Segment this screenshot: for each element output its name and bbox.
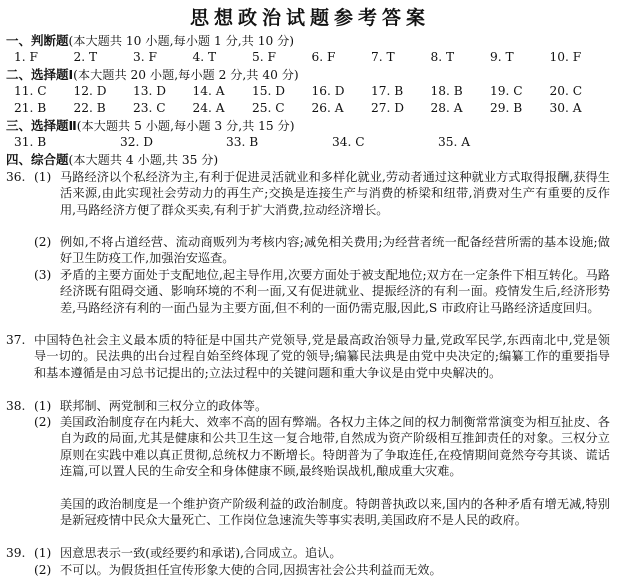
answer-item: 1. F <box>14 50 38 64</box>
q38-part2-text-b: 美国的政治制度是一个维护资产阶级利益的政治制度。特朗普执政以来,国内的各种矛盾有增无减,特别是新冠疫情中民众大量死亡、工作岗位急速流失等事实表明,美国政府不是人民的政府。 <box>60 497 610 528</box>
section2-heading: 二、选择题Ⅰ <box>6 67 74 82</box>
section3-heading: 三、选择题Ⅱ <box>6 118 77 133</box>
answer-item: 22. B <box>73 101 106 115</box>
answer-item: 35. A <box>438 135 471 149</box>
answer-item: 27. D <box>371 101 405 115</box>
answer-item: 24. A <box>192 101 225 115</box>
answer-item: 25. C <box>252 101 285 115</box>
answer-item: 6. F <box>311 50 336 64</box>
q36-part1-label: (1) <box>34 170 52 184</box>
answer-item: 12. D <box>73 84 107 98</box>
q38-number: 38. <box>6 399 26 413</box>
answer-item: 14. A <box>192 84 225 98</box>
answer-item: 18. B <box>430 84 463 98</box>
q36-part2-text: 例如,不将占道经营、流动商贩列为考核内容;减免相关费用;为经营者统一配备经营所需的基本设施;做好卫生防疫工作,加强治安巡查。 <box>60 235 610 266</box>
answer-item: 2. T <box>73 50 98 64</box>
section2-header <box>6 67 299 83</box>
answer-item: 20. C <box>549 84 583 98</box>
q39-part1-label: (1) <box>34 546 52 560</box>
q38-part2-label: (2) <box>34 415 52 429</box>
answer-item: 16. D <box>311 84 345 98</box>
q39-part2-text: 不可以。为假货担任宣传形象大使的合同,因损害社会公共利益而无效。 <box>60 563 442 577</box>
q38-part1-text: 联邦制、两党制和三权分立的政体等。 <box>60 399 268 413</box>
answer-item: 23. C <box>133 101 166 115</box>
answer-item: 31. B <box>14 135 47 149</box>
section4-header <box>6 152 218 168</box>
q36-part3-label: (3) <box>34 268 52 282</box>
q36-part3-text: 矛盾的主要方面处于支配地位,起主导作用,次要方面处于被支配地位;双方在一定条件下相互转化。马路经济既有阻碍交通、影响环境的不利一面,又有促进就业、提振经济的有利一面。疫情发生后,经济形势差,马路经济有利的一面凸显为主要方面,但不利的一面仍需克服,因此,S 市政府让马路经济适度回归。 <box>60 268 610 315</box>
answer-item: 28. A <box>430 101 463 115</box>
answer-item: 5. F <box>252 50 276 64</box>
answer-item: 7. T <box>371 50 395 64</box>
q36-part2-label: (2) <box>34 235 52 249</box>
answer-item: 8. T <box>430 50 455 64</box>
answer-item: 29. B <box>490 101 523 115</box>
answer-item: 32. D <box>120 135 154 149</box>
q37-number: 37. <box>6 333 26 347</box>
q36-part1-text: 马路经济以个私经济为主,有利于促进灵活就业和多样化就业,劳动者通过这种就业方式取得报酬,获得生活来源,由此实现社会劳动力的再生产;交换是连接生产与消费的桥梁和纽带,消费对生产有重要的反作用,马路经济方便了群众买卖,有利于扩大消费,拉动经济增长。 <box>60 170 610 217</box>
answer-item: 13. D <box>133 84 167 98</box>
q38-part1-label: (1) <box>34 399 52 413</box>
answer-item: 17. B <box>371 84 404 98</box>
answer-item: 9. T <box>490 50 514 64</box>
section3-header <box>6 118 295 134</box>
answer-item: 19. C <box>490 84 523 98</box>
section1-header <box>6 33 294 49</box>
q36-number: 36. <box>6 170 26 184</box>
page-title: 思想政治试题参考答案 <box>189 7 430 29</box>
section3-note: (本大题共 5 小题,每小题 3 分,共 15 分) <box>76 119 295 133</box>
q39-part1-text: 因意思表示一致(或经要约和承诺),合同成立。追认。 <box>60 546 342 560</box>
section4-heading: 四、综合题 <box>6 152 69 167</box>
answer-item: 4. T <box>192 50 217 64</box>
answer-item: 30. A <box>549 101 582 115</box>
answer-item: 11. C <box>14 84 47 98</box>
answer-item: 10. F <box>549 50 582 64</box>
q38-part2-text-a: 美国政治制度存在内耗大、效率不高的固有弊端。各权力主体之间的权力制衡常常演变为相互扯皮、各自为政的局面,尤其是健康和公共卫生这一复合地带,自然成为资产阶级相互推卸责任的对象。三权分立原则在实践中难以真正贯彻,总统权力不断增长。特朗普为了争取连任,在疫情期间竟然夸夸其谈、谎话连篇,可以置人民的生命安全和身体健康不顾,最终贻误战机,酿成重大灾难。 <box>60 415 610 478</box>
answer-item: 26. A <box>311 101 344 115</box>
section1-note: (本大题共 10 小题,每小题 1 分,共 10 分) <box>68 34 295 48</box>
answer-item: 21. B <box>14 101 47 115</box>
section1-heading: 一、判断题 <box>6 33 69 48</box>
section4-note: (本大题共 4 小题,共 35 分) <box>68 153 219 167</box>
q39-number: 39. <box>6 546 26 560</box>
q39-part2-label: (2) <box>34 563 52 577</box>
answer-item: 34. C <box>332 135 365 149</box>
q37-text: 中国特色社会主义最本质的特征是中国共产党领导,党是最高政治领导力量,党政军民学,东西南北中,党是领导一切的。民法典的出台过程自始至终体现了党的领导;编纂民法典是由党中央决定的;编纂工作的重要指导和基本遵循是由习总书记提出的;立法过程中的关键问题和重大争议是由党中央解决的。 <box>34 333 610 380</box>
section2-note: (本大题共 20 小题,每小题 2 分,共 40 分) <box>73 68 299 82</box>
answer-item: 15. D <box>252 84 286 98</box>
answer-item: 3. F <box>133 50 157 64</box>
answer-item: 33. B <box>226 135 259 149</box>
